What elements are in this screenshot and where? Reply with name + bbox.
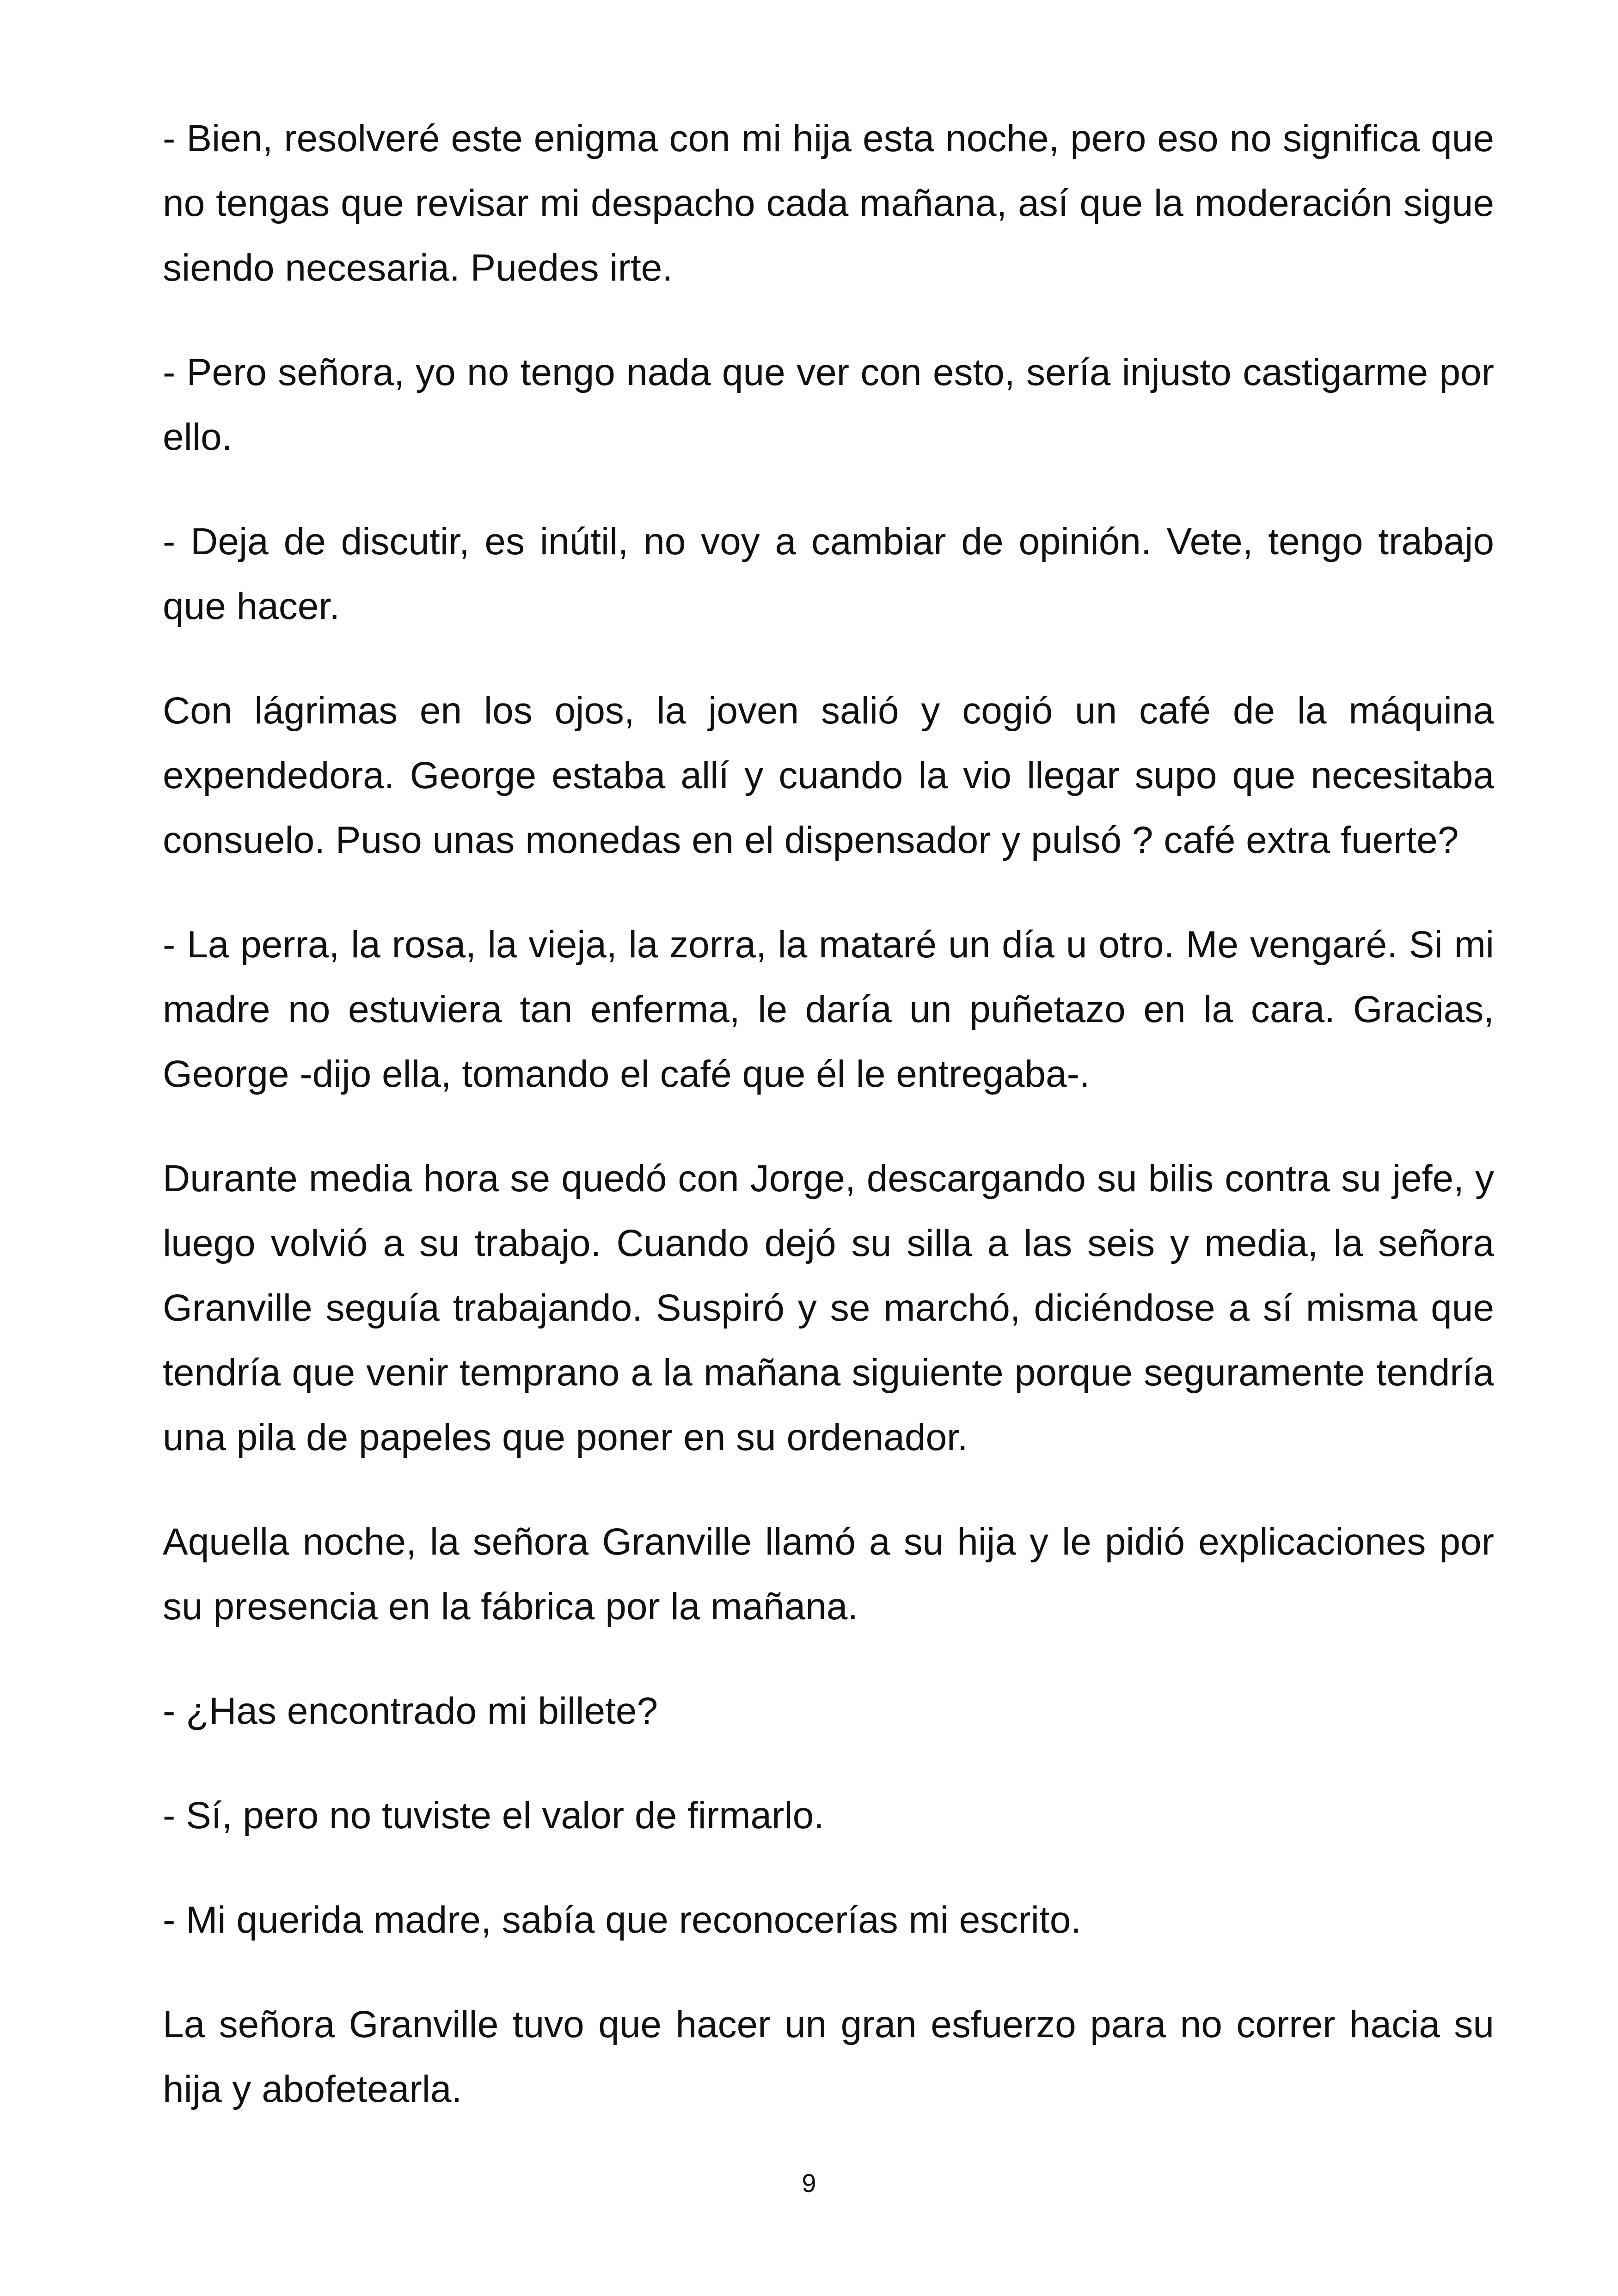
paragraph: - La perra, la rosa, la vieja, la zorra, la mataré un día u otro. Me vengaré. Si mi madre no estuviera tan enferma, le daría un puñetazo en la cara. Gracias, George -dijo ella, tomando el café que él le entregaba-.	[163, 924, 1494, 1095]
paragraph: - Sí, pero no tuviste el valor de firmarlo.	[163, 1794, 825, 1837]
paragraph: Aquella noche, la señora Granville llamó a su hija y le pidió explicaciones por su presencia en la fábrica por la mañana.	[163, 1521, 1494, 1628]
paragraph: La señora Granville tuvo que hacer un gran esfuerzo para no correr hacia su hija y abofetearla.	[163, 2003, 1494, 2110]
paragraph: - ¿Has encontrado mi billete?	[163, 1690, 658, 1732]
paragraph: - Mi querida madre, sabía que reconocerías mi escrito.	[163, 1899, 1082, 1941]
paragraph: - Bien, resolveré este enigma con mi hija esta noche, pero eso no significa que no tengas que revisar mi despacho cada mañana, así que la moderación sigue siendo necesaria. Puedes irte.	[163, 117, 1494, 289]
paragraph: - Deja de discutir, es inútil, no voy a cambiar de opinión. Vete, tengo trabajo que hacer.	[163, 520, 1494, 627]
page-number: 9	[802, 2168, 816, 2198]
paragraph: Durante media hora se quedó con Jorge, descargando su bilis contra su jefe, y luego volvió a su trabajo. Cuando dejó su silla a las seis y media, la señora Granville seguía trabajando. Suspiró y se marchó, diciéndose a sí misma que tendría que venir temprano a la mañana siguiente porque seguramente tendría una pila de papeles que poner en su ordenador.	[163, 1157, 1494, 1458]
paragraph: - Pero señora, yo no tengo nada que ver con esto, sería injusto castigarme por ello.	[163, 351, 1494, 458]
body-text	[163, 106, 1494, 2161]
paragraph: Con lágrimas en los ojos, la joven salió y cogió un café de la máquina expendedora. George estaba allí y cuando la vio llegar supo que necesitaba consuelo. Puso unas monedas en el dispensador y pulsó ? café extra fuerte?	[163, 690, 1494, 861]
